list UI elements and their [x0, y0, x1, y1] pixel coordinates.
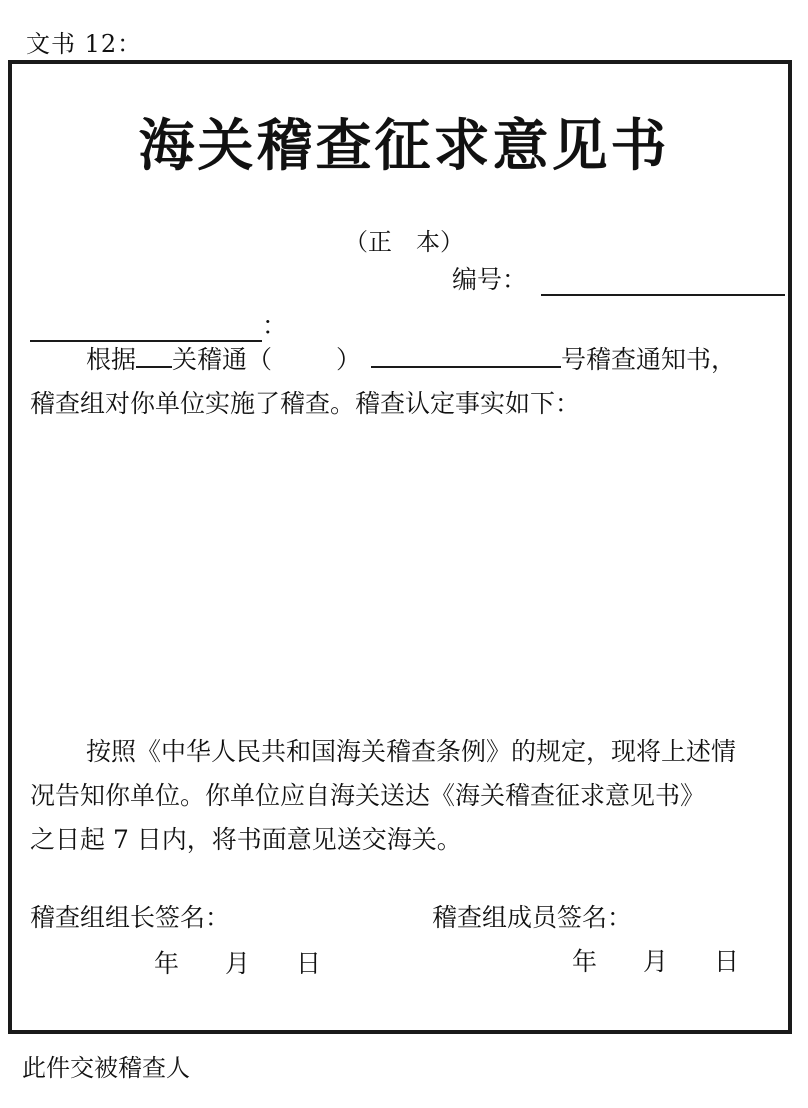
notice-mid-2: ） [336, 345, 362, 374]
member-date [572, 942, 739, 978]
leader-date-day: 日 [296, 949, 322, 978]
footer-note: 此件交被稽查人 [22, 1054, 190, 1082]
document-number-label: 文书 12： [26, 30, 143, 58]
customs-code-blank [136, 344, 172, 368]
notice-paragraph [30, 338, 782, 426]
leader-date-year: 年 [154, 949, 180, 978]
legal-line-1 [30, 730, 782, 774]
legal-line-1-text: 按照《中华人民共和国海关稽查条例》的规定，现将上述情 [86, 737, 737, 766]
legal-paragraph [30, 730, 782, 862]
member-date-day: 日 [714, 947, 740, 976]
serial-number-label: 编号： [452, 265, 528, 294]
member-date-year: 年 [572, 947, 598, 976]
leader-date [154, 944, 321, 980]
leader-date-month: 月 [225, 949, 251, 978]
legal-line-2: 况告知你单位。你单位应自海关送达《海关稽查征求意见书》 [30, 781, 706, 810]
notice-line-1 [30, 338, 782, 382]
serial-number-row [452, 260, 785, 296]
signature-section [30, 898, 782, 988]
notice-prefix: 根据 [86, 345, 137, 374]
member-date-month: 月 [643, 947, 669, 976]
member-signature-label: 稽查组成员签名： [432, 903, 633, 932]
document-frame [8, 60, 792, 1034]
document-title: 海关稽查征求意见书 [138, 114, 670, 179]
copy-type-label: （正 本） [344, 228, 464, 256]
serial-number-blank [541, 268, 785, 296]
addressee-row [30, 306, 287, 342]
leader-signature-label: 稽查组组长签名： [30, 903, 231, 932]
notice-suffix: 号稽查通知书， [561, 345, 737, 374]
notice-number-blank [371, 344, 561, 368]
addressee-colon: ： [262, 311, 288, 340]
notice-mid-1: 关稽通（ [172, 345, 273, 374]
legal-line-3: 之日起 7 日内，将书面意见送交海关。 [30, 825, 462, 854]
notice-line-2: 稽查组对你单位实施了稽查。稽查认定事实如下： [30, 389, 581, 418]
